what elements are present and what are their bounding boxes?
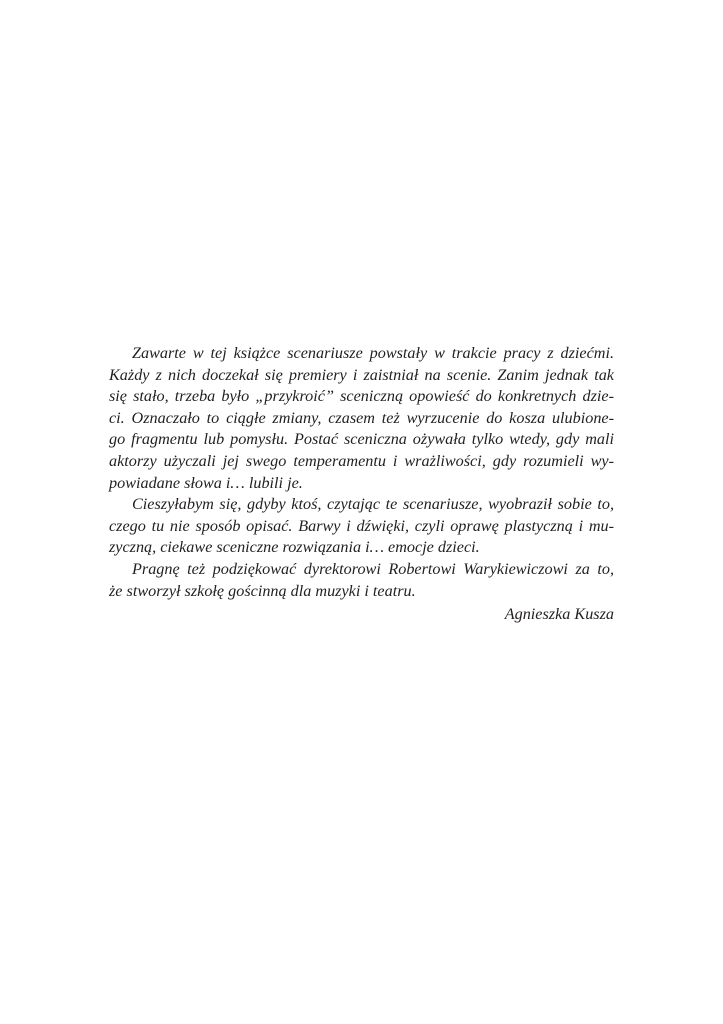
text-line: Zawarte w tej książce scenariusze powstały w trakcie pracy z dziećmi. xyxy=(132,344,614,362)
text-line: go fragmentu lub pomysłu. Postać sceniczna ożywała tylko wtedy, gdy mali xyxy=(109,430,614,449)
preface-text xyxy=(109,343,614,602)
text-line: że stworzył szkołę gościnną dla muzyki i teatru. xyxy=(109,581,416,600)
paragraph-3 xyxy=(109,559,614,602)
paragraph-1 xyxy=(109,343,614,494)
text-line: powiadane słowa i… lubili je. xyxy=(109,473,303,492)
text-line: Każdy z nich doczekał się premiery i zaistniał na scenie. Zanim jednak tak xyxy=(109,365,614,384)
paragraph-2 xyxy=(109,494,614,559)
text-line: ci. Oznaczało to ciągłe zmiany, czasem też wyrzucenie do kosza ulubione- xyxy=(109,408,614,427)
text-line: Cieszyłabym się, gdyby ktoś, czytając te scenariusze, wyobraził sobie to, xyxy=(132,495,614,514)
text-line: Pragnę też podziękować dyrektorowi Robertowi Warykiewiczowi za to, xyxy=(132,559,614,578)
text-line: aktorzy użyczali jej swego temperamentu i wrażliwości, gdy rozumieli wy- xyxy=(109,451,614,470)
text-line: czego tu nie sposób opisać. Barwy i dźwięki, czyli oprawę plastyczną i mu- xyxy=(109,516,614,535)
text-line: się stało, trzeba było „przykroić” sceniczną opowieść do konkretnych dzie- xyxy=(109,387,614,406)
author-signature: Agnieszka Kusza xyxy=(504,605,614,623)
text-line: zyczną, ciekawe sceniczne rozwiązania i… emocje dzieci. xyxy=(109,538,480,557)
